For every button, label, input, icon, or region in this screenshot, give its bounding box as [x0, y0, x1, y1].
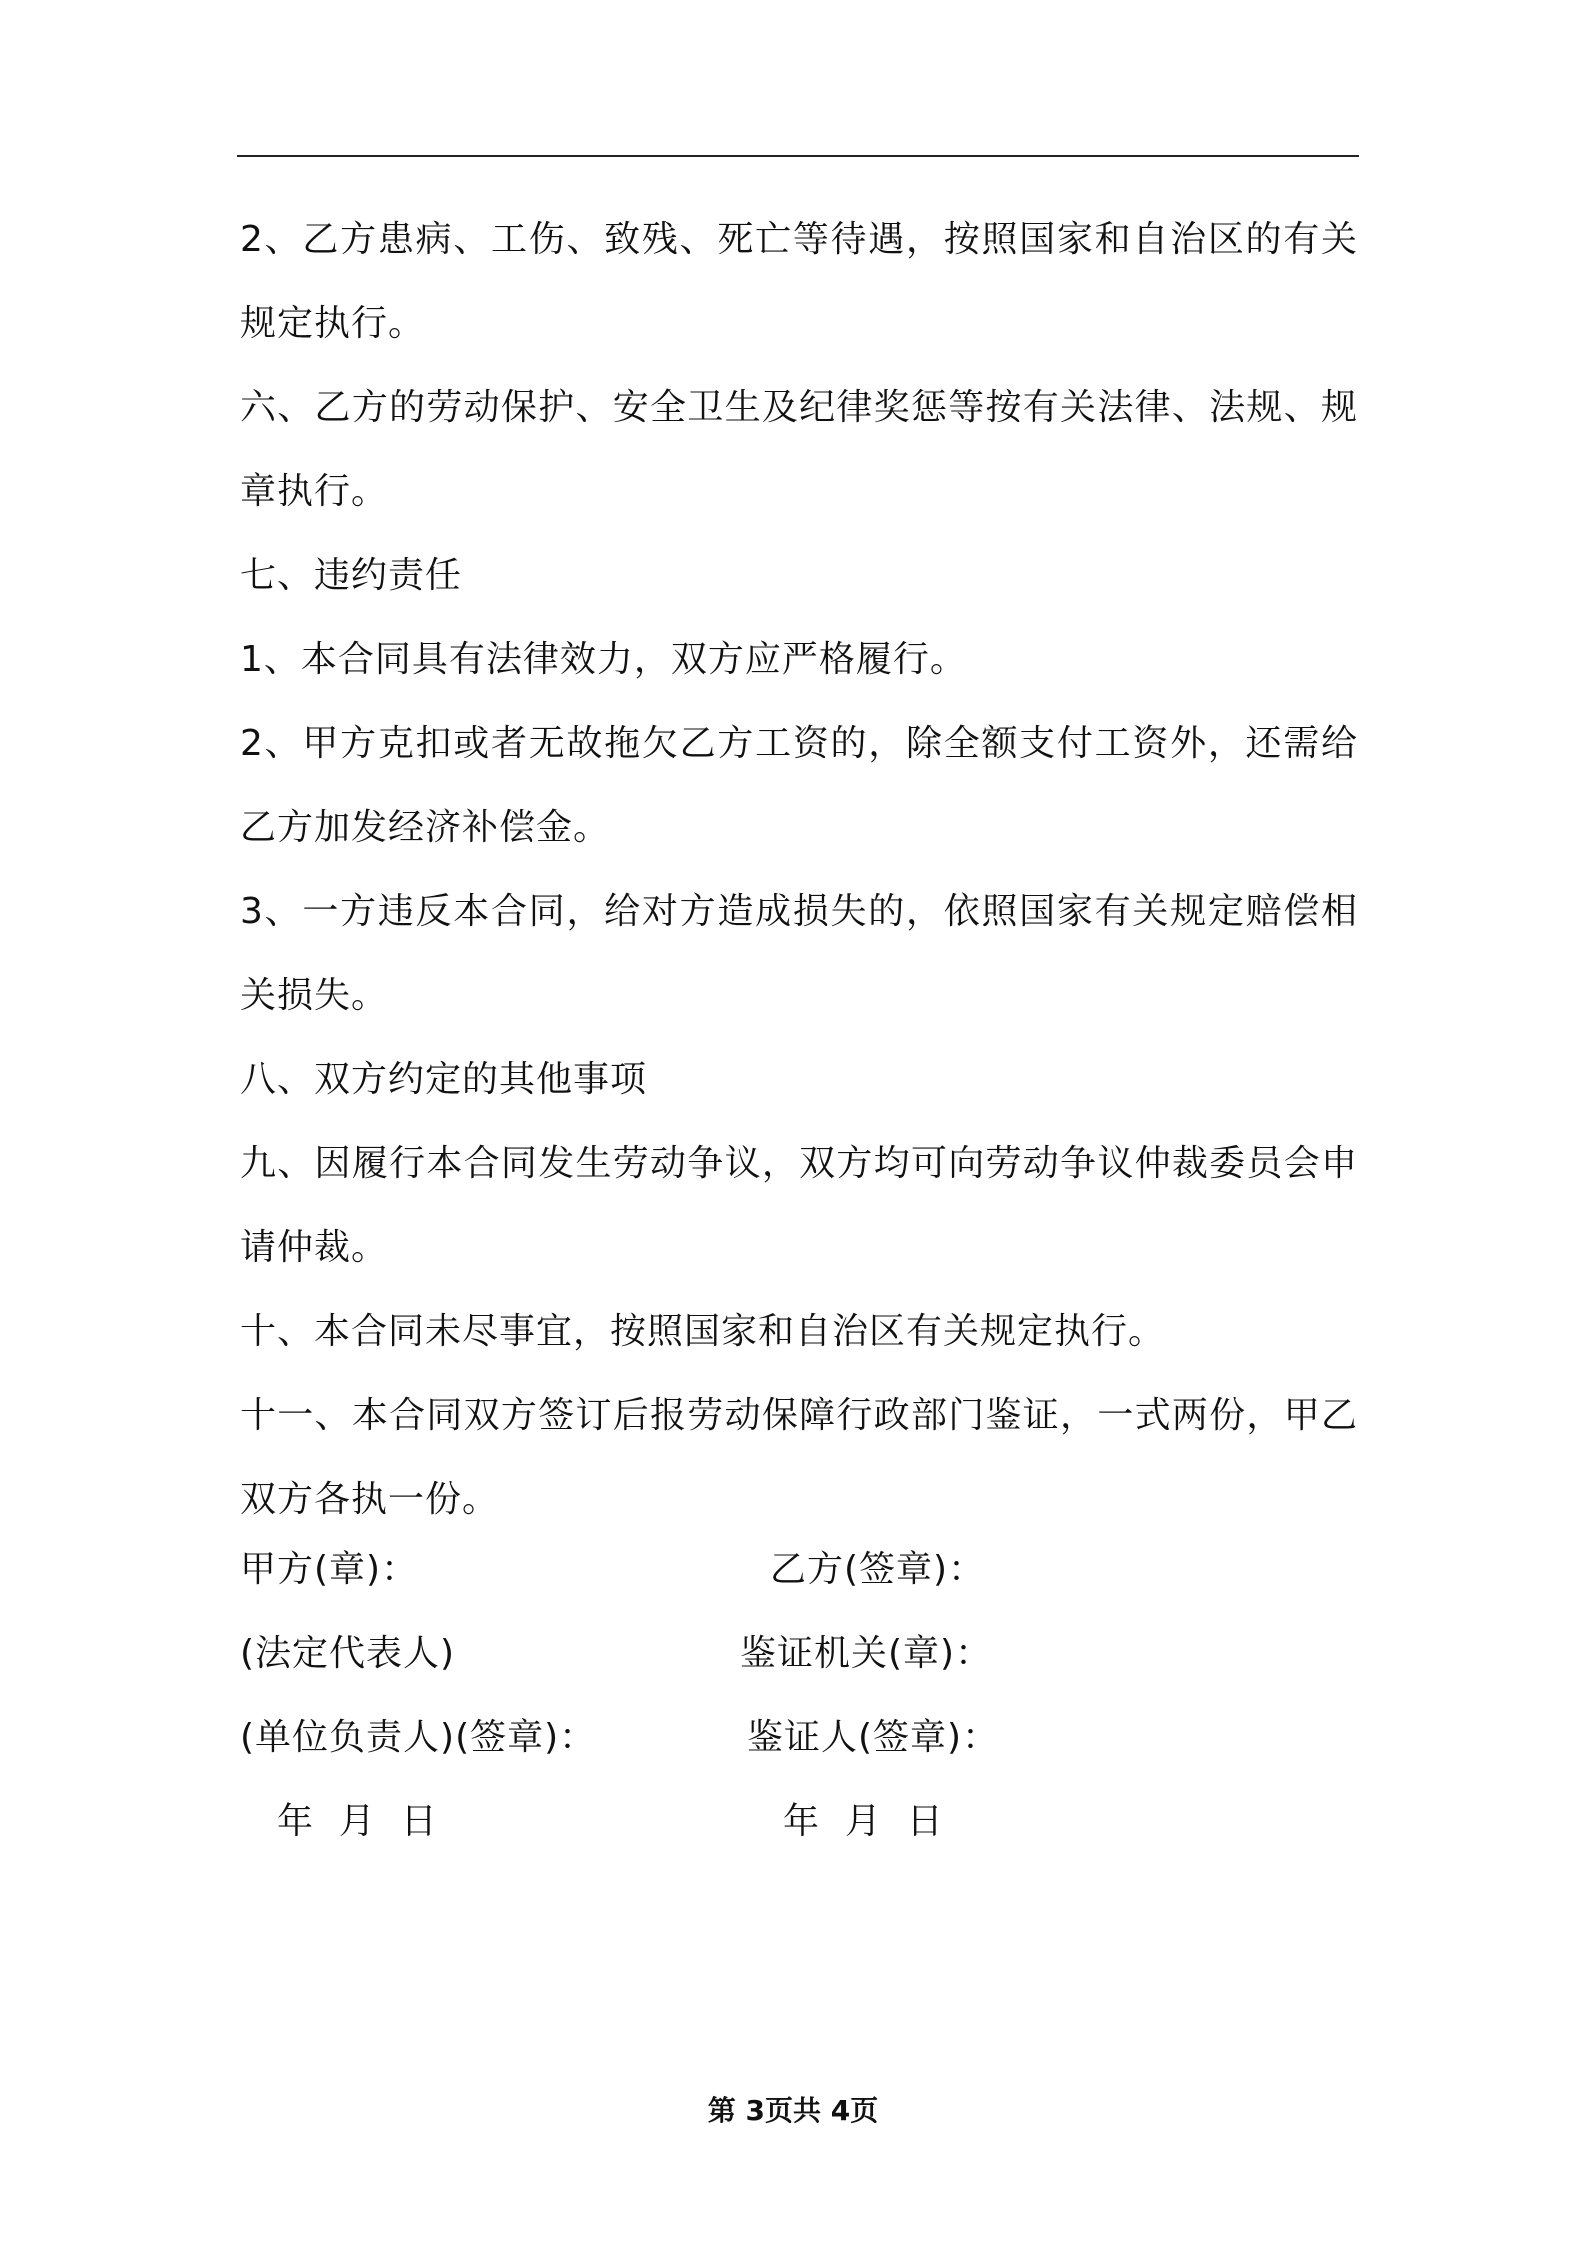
party-a-seal-label: 甲方(章)：	[240, 1549, 419, 1590]
clause-paragraph: 2、甲方克扣或者无故拖欠乙方工资的，除全额支付工资外，还需给乙方加发经济补偿金。	[240, 723, 1358, 848]
section-heading: 八、双方约定的其他事项	[240, 1059, 648, 1100]
legal-representative-label: (法定代表人)	[240, 1633, 456, 1674]
signature-row	[240, 1780, 1358, 1864]
clause-paragraph: 3、一方违反本合同，给对方造成损失的，依照国家有关规定赔偿相关损失。	[240, 891, 1358, 1016]
signature-row	[240, 1696, 1358, 1780]
page-number: 第 3页共 4页	[707, 2094, 879, 2127]
clause-paragraph: 九、因履行本合同发生劳动争议，双方均可向劳动争议仲裁委员会申请仲裁。	[240, 1143, 1358, 1268]
clause-paragraph: 六、乙方的劳动保护、安全卫生及纪律奖惩等按有关法律、法规、规章执行。	[240, 387, 1358, 512]
unit-head-label: (单位负责人)(签章)：	[240, 1717, 597, 1758]
date-right: 年 月 日	[783, 1801, 944, 1842]
clause-paragraph: 十一、本合同双方签订后报劳动保障行政部门鉴证，一式两份，甲乙双方各执一份。	[240, 1395, 1358, 1520]
contract-body	[240, 198, 1358, 1542]
clause-paragraph: 2、乙方患病、工伤、致残、死亡等待遇，按照国家和自治区的有关规定执行。	[240, 219, 1358, 344]
clause-paragraph: 十、本合同未尽事宜，按照国家和自治区有关规定执行。	[240, 1311, 1166, 1352]
certifier-label: 鉴证人(签章)：	[747, 1717, 1000, 1758]
party-b-seal-label: 乙方(签章)：	[770, 1549, 986, 1590]
certification-authority-label: 鉴证机关(章)：	[740, 1633, 993, 1674]
header-rule	[237, 155, 1359, 157]
signature-row	[240, 1612, 1358, 1696]
clause-paragraph: 1、本合同具有法律效力，双方应严格履行。	[240, 639, 967, 680]
section-heading: 七、违约责任	[240, 555, 463, 596]
signature-block	[240, 1528, 1358, 1864]
signature-row	[240, 1528, 1358, 1612]
date-left: 年 月 日	[277, 1801, 438, 1842]
